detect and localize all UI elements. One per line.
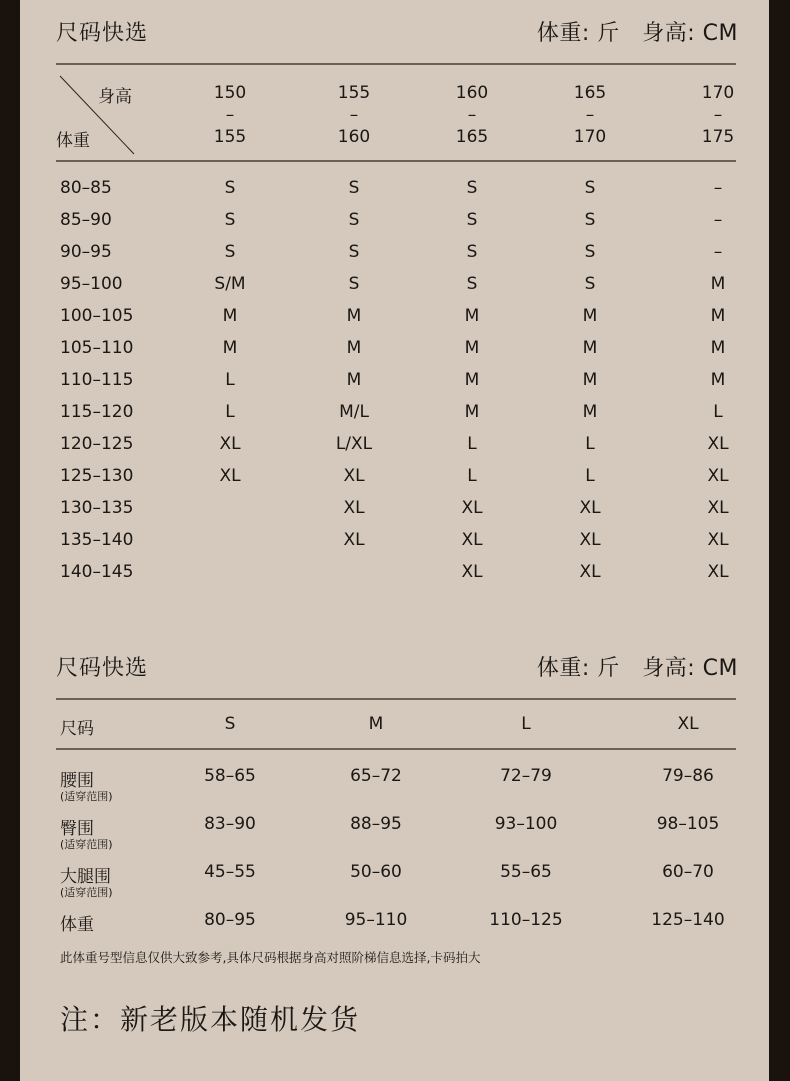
size-cell: L [585, 434, 595, 454]
measurement-value: 88–95 [350, 814, 402, 834]
size-cell: M [346, 306, 362, 326]
size-cell: M [464, 370, 480, 390]
measurement-label: 臀围 [60, 819, 94, 839]
measurement-label: 腰围 [60, 771, 94, 791]
weight-range-label: 100–105 [60, 306, 134, 326]
corner-height-label: 身高 [98, 87, 132, 107]
table2-top-rule [56, 698, 736, 700]
size-cell: S [224, 178, 236, 198]
size-cell: XL [219, 434, 241, 454]
weight-range-label: 90–95 [60, 242, 112, 262]
measurement-value: 79–86 [662, 766, 714, 786]
size-cell: XL [343, 530, 365, 550]
measurement-value: 93–100 [494, 814, 558, 834]
size-cell: XL [579, 562, 601, 582]
size-cell: XL [343, 498, 365, 518]
size-cell: XL [707, 530, 729, 550]
size-cell: XL [707, 466, 729, 486]
height-range-dash: – [585, 105, 595, 125]
weight-range-label: 110–115 [60, 370, 134, 390]
size-cell: S [224, 242, 236, 262]
size-cell: M [346, 370, 362, 390]
weight-range-label: 115–120 [60, 402, 134, 422]
size-cell: S [584, 210, 596, 230]
weight-range-label: 140–145 [60, 562, 134, 582]
size-cell: L [467, 466, 477, 486]
size-cell: M [710, 306, 726, 326]
size-cell: S [348, 178, 360, 198]
size-column-header: XL [677, 714, 699, 734]
height-range-from: 155 [337, 83, 371, 103]
size-cell: S [348, 242, 360, 262]
measurement-sublabel: (适穿范围) [60, 790, 113, 803]
size-cell: S/M [214, 274, 246, 294]
size-cell: XL [461, 562, 483, 582]
size-cell: M [582, 402, 598, 422]
size-cell: S [466, 210, 478, 230]
height-range-to: 165 [455, 127, 489, 147]
measurement-sublabel: (适穿范围) [60, 886, 113, 899]
table1-top-rule [56, 63, 736, 65]
size-cell: S [584, 274, 596, 294]
measurement-value: 58–65 [204, 766, 256, 786]
size-cell: S [466, 178, 478, 198]
size-cell: S [584, 242, 596, 262]
height-range-from: 165 [573, 83, 607, 103]
height-range-from: 160 [455, 83, 489, 103]
measurement-value: 83–90 [204, 814, 256, 834]
table2-footnote: 此体重号型信息仅供大致参考,具体尺码根据身高对照阶梯信息选择,卡码拍大 [60, 950, 481, 965]
measurement-value: 50–60 [350, 862, 402, 882]
size-cell: XL [579, 498, 601, 518]
size-cell: S [224, 210, 236, 230]
size-cell: – [713, 210, 723, 230]
size-cell: XL [343, 466, 365, 486]
measurement-value: 110–125 [489, 910, 563, 930]
size-cell: S [348, 274, 360, 294]
measurement-value: 80–95 [204, 910, 256, 930]
measurement-sublabel: (适穿范围) [60, 838, 113, 851]
size-cell: – [713, 178, 723, 198]
size-cell: XL [219, 466, 241, 486]
measurement-value: 55–65 [500, 862, 552, 882]
measurement-value: 45–55 [204, 862, 256, 882]
size-cell: S [584, 178, 596, 198]
size-cell: XL [579, 530, 601, 550]
size-cell: S [466, 274, 478, 294]
weight-range-label: 125–130 [60, 466, 134, 486]
height-range-from: 150 [213, 83, 247, 103]
size-cell: M [346, 338, 362, 358]
size-cell: M [582, 338, 598, 358]
table2-title: 尺码快选 [56, 656, 149, 681]
size-cell: L/XL [335, 434, 373, 454]
size-column-header: L [521, 714, 531, 734]
corner-weight-label: 体重 [56, 131, 90, 151]
height-range-to: 170 [573, 127, 607, 147]
weight-range-label: 135–140 [60, 530, 134, 550]
size-cell: S [348, 210, 360, 230]
weight-range-label: 85–90 [60, 210, 112, 230]
size-cell: L [713, 402, 723, 422]
height-range-dash: – [349, 105, 359, 125]
size-column-header: S [224, 714, 236, 734]
size-cell: L [585, 466, 595, 486]
height-range-dash: – [467, 105, 477, 125]
measurement-value: 60–70 [662, 862, 714, 882]
table1-title: 尺码快选 [56, 21, 149, 46]
weight-range-label: 130–135 [60, 498, 134, 518]
size-cell: XL [461, 498, 483, 518]
weight-range-label: 105–110 [60, 338, 134, 358]
size-cell: L [225, 402, 235, 422]
height-range-to: 175 [701, 127, 735, 147]
size-cell: M [582, 370, 598, 390]
size-cell: M [710, 274, 726, 294]
measurement-label: 大腿围 [60, 867, 111, 887]
measurement-value: 125–140 [651, 910, 725, 930]
table2-units: 体重: 斤 身高: CM [536, 656, 738, 681]
size-cell: M [222, 338, 238, 358]
size-cell: M [710, 338, 726, 358]
table2-size-header-label: 尺码 [60, 719, 94, 739]
size-cell: M [222, 306, 238, 326]
height-range-dash: – [225, 105, 235, 125]
size-cell: M [464, 402, 480, 422]
size-cell: L [467, 434, 477, 454]
height-range-from: 170 [701, 83, 735, 103]
size-cell: XL [707, 434, 729, 454]
table2-header-rule [56, 748, 736, 750]
size-cell: – [713, 242, 723, 262]
size-cell: XL [707, 562, 729, 582]
size-cell: M [464, 338, 480, 358]
measurement-value: 65–72 [350, 766, 402, 786]
size-cell: XL [707, 498, 729, 518]
height-range-to: 155 [213, 127, 247, 147]
measurement-value: 98–105 [656, 814, 720, 834]
size-cell: M [582, 306, 598, 326]
size-column-header: M [368, 714, 384, 734]
table1-header-rule [56, 160, 736, 162]
table1-units: 体重: 斤 身高: CM [536, 21, 738, 46]
size-cell: L [225, 370, 235, 390]
height-range-dash: – [713, 105, 723, 125]
measurement-value: 95–110 [344, 910, 408, 930]
measurement-label: 体重 [60, 915, 94, 935]
measurement-value: 72–79 [500, 766, 552, 786]
size-cell: XL [461, 530, 483, 550]
size-cell: S [466, 242, 478, 262]
height-range-to: 160 [337, 127, 371, 147]
weight-range-label: 95–100 [60, 274, 123, 294]
weight-range-label: 120–125 [60, 434, 134, 454]
size-cell: M/L [339, 402, 369, 422]
size-cell: M [464, 306, 480, 326]
size-cell: M [710, 370, 726, 390]
random-version-remark: 注：新老版本随机发货 [60, 1003, 361, 1036]
weight-range-label: 80–85 [60, 178, 112, 198]
